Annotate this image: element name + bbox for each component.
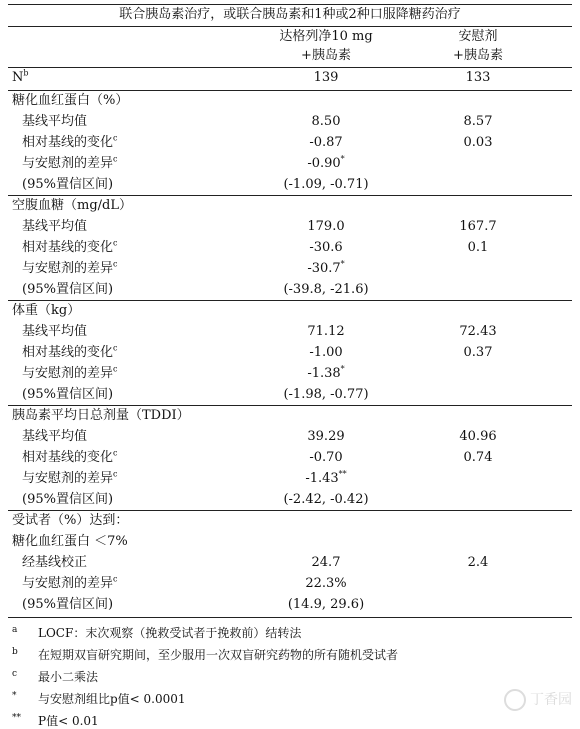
cell-dapagliflozin	[246, 155, 406, 173]
column-header-placebo-sub: +胰岛素	[453, 48, 503, 63]
row-label	[22, 176, 113, 194]
row-label-text: 与安慰剂的差异	[22, 366, 114, 381]
row-label	[22, 596, 113, 614]
footnote-text: 在短期双盲研究期间，至少服用一次双盲研究药物的所有随机受试者	[38, 648, 399, 662]
row-label	[22, 470, 118, 488]
footnote-text: LOCF：末次观察（挽救受试者于挽救前）结转法	[38, 626, 302, 640]
cell-value: (-1.09, -0.71)	[283, 177, 369, 192]
cell-dapagliflozin	[246, 323, 406, 341]
cell-value: 71.12	[307, 324, 345, 339]
row-label-text: 相对基线的变化	[22, 345, 114, 360]
row-label-text: 相对基线的变化	[22, 135, 114, 150]
row-label-sup: c	[113, 364, 118, 374]
column-header-dapagliflozin-sub: +胰岛素	[301, 48, 351, 63]
cell-sup: *	[340, 154, 345, 164]
row-label-sup: c	[113, 154, 118, 164]
cell-placebo: 0.74	[463, 450, 493, 465]
cell-value: -0.70	[309, 450, 343, 465]
row-label-text: (95%置信区间)	[22, 492, 114, 507]
cell-placebo: 2.4	[467, 555, 489, 570]
cell-sup: **	[338, 469, 347, 479]
cell-dapagliflozin	[246, 428, 406, 446]
row-label-sup: c	[113, 469, 118, 479]
footnote-mark: b	[12, 647, 18, 657]
cell-dapagliflozin	[246, 491, 406, 509]
cell-dapagliflozin	[246, 134, 406, 152]
row-label	[22, 554, 87, 572]
cell-placebo: 8.57	[463, 114, 493, 129]
cell-sup: *	[340, 259, 345, 269]
cell-placebo: 72.43	[459, 324, 497, 339]
cell-dapagliflozin	[246, 365, 406, 383]
row-label-text: 相对基线的变化	[22, 450, 114, 465]
footnote-text: 与安慰剂组比p值< 0.0001	[38, 692, 186, 706]
watermark-logo-icon	[504, 689, 526, 711]
cell-value: -1.00	[309, 345, 343, 360]
cell-placebo: 40.96	[459, 429, 497, 444]
cell-placebo: 0.37	[463, 345, 493, 360]
row-label-text: 与安慰剂的差异	[22, 261, 114, 276]
row-label-text: 与安慰剂的差异	[22, 156, 114, 171]
cell-dapagliflozin	[246, 176, 406, 194]
cell-value: 179.0	[307, 219, 345, 234]
cell-value: 8.50	[311, 114, 341, 129]
section-title: 受试者（%）达到：	[12, 513, 129, 528]
row-label	[22, 260, 118, 278]
watermark: 丁香园	[504, 689, 572, 711]
row-label-text: 相对基线的变化	[22, 240, 114, 255]
row-label	[22, 113, 87, 131]
row-label	[22, 281, 113, 299]
footnote-mark: **	[12, 713, 21, 723]
row-label	[22, 428, 87, 446]
section-rule	[8, 405, 572, 406]
row-label	[22, 365, 118, 383]
row-label	[22, 491, 113, 509]
row-label	[22, 155, 118, 173]
footnote-text: P值< 0.01	[38, 714, 99, 728]
row-label-sup: c	[113, 259, 118, 269]
cell-value: -1.38	[307, 366, 341, 381]
row-label	[22, 323, 87, 341]
section-rule	[8, 300, 572, 301]
row-label	[22, 218, 87, 236]
cell-value: -0.90	[307, 156, 341, 171]
column-header-dapagliflozin: 达格列净10 mg	[279, 29, 373, 44]
row-label-text: 与安慰剂的差异	[22, 471, 114, 486]
section-rule	[8, 90, 572, 91]
cell-value: -30.7	[307, 261, 341, 276]
footnote-mark: c	[12, 669, 18, 679]
row-label-text: 与安慰剂的差异	[22, 576, 114, 591]
row-label-sup: c	[113, 133, 118, 143]
row-label-sup: c	[113, 448, 118, 458]
header-rule	[8, 67, 572, 68]
cell-value: (14.9, 29.6)	[287, 597, 365, 612]
section-rule	[8, 510, 572, 511]
cell-dapagliflozin	[246, 554, 406, 572]
section-title: 体重（kg）	[12, 303, 81, 318]
cell-value: 39.29	[307, 429, 345, 444]
row-label-sup: c	[113, 343, 118, 353]
row-label-text: 基线平均值	[22, 114, 88, 129]
cell-dapagliflozin	[246, 344, 406, 362]
n-row-dapagliflozin: 139	[313, 70, 339, 85]
cell-value: 22.3%	[305, 576, 347, 591]
cell-dapagliflozin	[246, 596, 406, 614]
row-label-text: 基线平均值	[22, 324, 88, 339]
cell-dapagliflozin	[246, 386, 406, 404]
n-row-label: $N^b$	[12, 68, 29, 85]
row-label	[22, 134, 118, 152]
row-label-text: (95%置信区间)	[22, 387, 114, 402]
cell-value: (-39.8, -21.6)	[283, 282, 369, 297]
row-label-text: (95%置信区间)	[22, 282, 114, 297]
table-top-rule	[8, 4, 572, 5]
row-label-sup: c	[113, 238, 118, 248]
cell-placebo: 0.1	[467, 240, 489, 255]
footnote-text: 最小二乘法	[38, 670, 99, 684]
title-rule	[8, 26, 572, 27]
row-label-text: 基线平均值	[22, 219, 88, 234]
row-label	[22, 239, 118, 257]
row-label	[22, 344, 118, 362]
cell-placebo: 0.03	[463, 135, 493, 150]
section-title: 糖化血红蛋白（%）	[12, 93, 129, 108]
cell-value: (-2.42, -0.42)	[283, 492, 369, 507]
cell-value: -1.43	[305, 471, 339, 486]
section-subtitle: 糖化血红蛋白 ＜7%	[12, 534, 128, 549]
cell-dapagliflozin	[246, 449, 406, 467]
cell-value: (-1.98, -0.77)	[283, 387, 369, 402]
section-rule	[8, 195, 572, 196]
cell-dapagliflozin	[246, 113, 406, 131]
table-bottom-rule	[8, 617, 572, 618]
footnote-mark: *	[12, 691, 17, 701]
n-row-placebo: 133	[465, 70, 491, 85]
row-label-text: (95%置信区间)	[22, 177, 114, 192]
cell-sup: *	[340, 364, 345, 374]
cell-placebo: 167.7	[459, 219, 497, 234]
row-label-text: 基线平均值	[22, 429, 88, 444]
cell-value: -0.87	[309, 135, 343, 150]
row-label	[22, 575, 118, 593]
row-label-text: 经基线校正	[22, 555, 88, 570]
cell-dapagliflozin	[246, 239, 406, 257]
cell-value: -30.6	[309, 240, 343, 255]
table-title: 联合胰岛素治疗，或联合胰岛素和1种或2种口服降糖药治疗	[119, 7, 461, 22]
column-header-placebo: 安慰剂	[458, 29, 498, 44]
cell-dapagliflozin	[246, 281, 406, 299]
cell-value: 24.7	[311, 555, 341, 570]
row-label	[22, 449, 118, 467]
section-title: 胰岛素平均日总剂量（TDDI）	[12, 408, 190, 423]
row-label-text: (95%置信区间)	[22, 597, 114, 612]
row-label	[22, 386, 113, 404]
cell-dapagliflozin	[246, 470, 406, 488]
cell-dapagliflozin	[246, 218, 406, 236]
section-title: 空腹血糖（mg/dL）	[12, 198, 132, 213]
cell-dapagliflozin	[246, 575, 406, 593]
footnote-mark: a	[12, 625, 18, 635]
cell-dapagliflozin	[246, 260, 406, 278]
row-label-sup: c	[113, 574, 118, 584]
